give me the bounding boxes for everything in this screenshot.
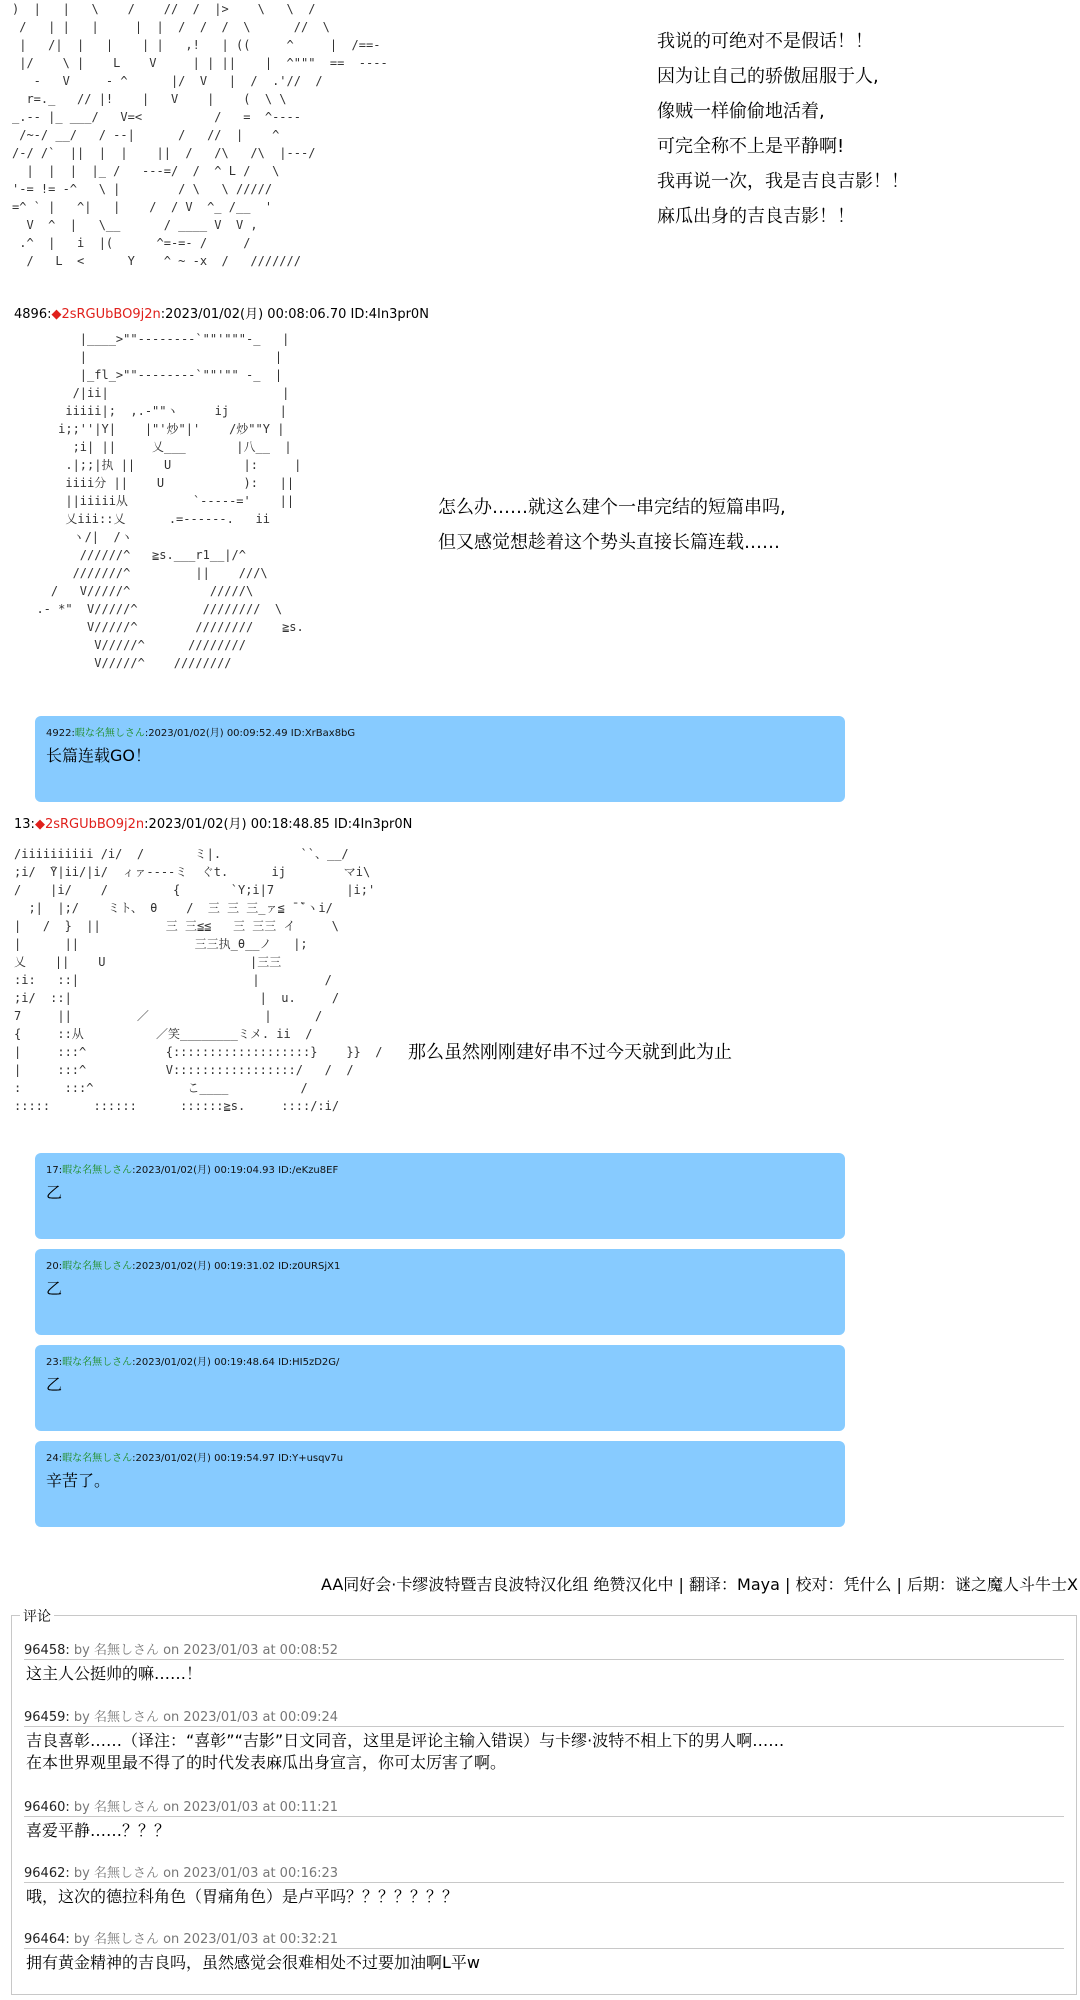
reply-body: 辛苦了。 bbox=[46, 1471, 111, 1490]
post-number: 4896 bbox=[14, 307, 48, 322]
comment-header bbox=[24, 1796, 1064, 1817]
comments-section bbox=[11, 1609, 1077, 1995]
reply-meta: :2023/01/02(月) 00:19:31.02 ID:z0URSjX1 bbox=[132, 1261, 341, 1272]
reply-body: 乙 bbox=[46, 1375, 63, 1394]
reply-bubble bbox=[35, 716, 845, 802]
reply-meta: :2023/01/02(月) 00:19:04.93 ID:/eKzu8EF bbox=[132, 1165, 339, 1176]
reply-meta: :2023/01/02(月) 00:09:52.49 ID:XrBax8bG bbox=[144, 728, 356, 739]
reply-number: 23 bbox=[46, 1357, 59, 1368]
reply-bubble bbox=[35, 1345, 845, 1431]
comment-id[interactable]: 96464: bbox=[24, 1932, 70, 1947]
comment-id[interactable]: 96462: bbox=[24, 1866, 70, 1881]
comment-item bbox=[24, 1706, 1064, 1774]
trip-diamond-icon: ◆ bbox=[51, 307, 62, 322]
reply-username: 暇な名無しさん bbox=[62, 1453, 133, 1464]
comment-meta: by 名無しさん on 2023/01/03 at 00:08:52 bbox=[73, 1643, 339, 1658]
reply-body: 长篇连载GO！ bbox=[46, 746, 151, 765]
comment-header bbox=[24, 1706, 1064, 1727]
reply-username: 暇な名無しさん bbox=[62, 1165, 133, 1176]
reply-meta: :2023/01/02(月) 00:19:54.97 ID:Y+usqv7u bbox=[132, 1453, 344, 1464]
post-header: 13:◆2sRGUbBO9j2n:2023/01/02(月) 00:18:48.85 ID:4In3pr0N bbox=[14, 817, 413, 832]
dialogue-line: 因为让自己的骄傲屈服于人, bbox=[657, 66, 879, 87]
reply-header: 20:暇な名無しさん:2023/01/02(月) 00:19:31.02 ID:z0URSjX1 bbox=[46, 1261, 341, 1272]
dialogue-line: 我再说一次，我是吉良吉影！！ bbox=[657, 171, 909, 192]
reply-body: 乙 bbox=[46, 1183, 63, 1202]
reply-number: 24 bbox=[46, 1453, 59, 1464]
comment-body bbox=[24, 1949, 1064, 1974]
comment-meta: by 名無しさん on 2023/01/03 at 00:32:21 bbox=[73, 1932, 339, 1947]
comment-line: 喜爱平静……？？？ bbox=[26, 1821, 171, 1840]
comment-line: 在本世界观里最不得了的时代发表麻瓜出身宣言，你可太厉害了啊。 bbox=[26, 1753, 507, 1772]
comment-id[interactable]: 96458: bbox=[24, 1643, 70, 1658]
comment-meta: by 名無しさん on 2023/01/03 at 00:16:23 bbox=[73, 1866, 339, 1881]
dialogue-panel-2 bbox=[438, 490, 786, 560]
comment-line: 这主人公挺帅的嘛……！ bbox=[26, 1664, 203, 1683]
post-trip[interactable]: 2sRGUbBO9j2n bbox=[44, 817, 145, 832]
comment-item bbox=[24, 1639, 1064, 1685]
comment-item bbox=[24, 1862, 1064, 1908]
reply-bubble bbox=[35, 1441, 845, 1527]
reply-header: 23:暇な名無しさん:2023/01/02(月) 00:19:48.64 ID:HI5zD2G/ bbox=[46, 1357, 340, 1368]
reply-username: 暇な名無しさん bbox=[62, 1261, 133, 1272]
comment-line: 吉良喜彰……（译注：“喜彰”“吉影”日文同音，这里是评论主输入错误）与卡缪·波特不相上下的男人啊…… bbox=[26, 1731, 785, 1750]
comment-line: 拥有黄金精神的吉良吗，虽然感觉会很难相处不过要加油啊L平w bbox=[26, 1953, 481, 1972]
reply-number: 17 bbox=[46, 1165, 59, 1176]
comments-title: 评论 bbox=[20, 1606, 54, 1626]
reply-bubble bbox=[35, 1249, 845, 1335]
post-number: 13 bbox=[14, 817, 31, 832]
reply-header: 17:暇な名無しさん:2023/01/02(月) 00:19:04.93 ID:/eKzu8EF bbox=[46, 1165, 339, 1176]
post-header: 4896:◆2sRGUbBO9j2n:2023/01/02(月) 00:08:06.70 ID:4In3pr0N bbox=[14, 307, 429, 322]
comment-body bbox=[24, 1660, 1064, 1685]
reply-username: 暇な名無しさん bbox=[62, 1357, 133, 1368]
comment-header bbox=[24, 1928, 1064, 1949]
comment-body bbox=[24, 1817, 1064, 1842]
dialogue-line: 可完全称不上是平静啊! bbox=[657, 136, 845, 157]
ascii-art-panel-2: |____>""--------`""'"""-_ | | | |_fl_>""--------`""'"" -_ | /|ii| | iiiii|; ,.-""ヽ ij | i;;''|Y| |"'炒"|' /炒""Y | ;i| || 乂___ |八__ | .|;;|执 || U |: | iiii分 || U ): || ||iiiii从 `-----=' || 乂iii::乂 .=------. ii ヽ/| /ヽ //////^ ≧s.___r1__|/^ ///////^ || ///\ / V/////^ /////\ .- *" V/////^ //////// \ V/////^ //////// ≧s. V/////^ //////// V/////^ //////// bbox=[36, 332, 304, 670]
dialogue-line: 麻瓜出身的吉良吉影！！ bbox=[657, 206, 855, 227]
dialogue-line: 那么虽然刚刚建好串不过今天就到此为止 bbox=[408, 1042, 732, 1063]
post-trip[interactable]: 2sRGUbBO9j2n bbox=[61, 307, 161, 322]
reply-body: 乙 bbox=[46, 1279, 63, 1298]
comment-header bbox=[24, 1862, 1064, 1883]
reply-meta: :2023/01/02(月) 00:19:48.64 ID:HI5zD2G/ bbox=[132, 1357, 340, 1368]
ascii-art-panel-3: /iiiiiiiiii /i/ / ミ|. ``、__/ ;i/ ̄Y|ii/|i/ ィァ----ミ ぐt. ij マi\ / |i/ / { `Y;i|7 |i;' ;| |;/ ミト、 θ / 三 三 三_ァ≦ ̄ ̄`ヽi/ | / } || 三 三≦≦ 三 三三 イ \ | || 三三执_θ__ノ |; 乂 || U |三三 :i: ::| | / ;i/ ::| | u. / 7 || ／ | / { ::从 ／笑________ミメ. ii / | :::^ {:::::::::::::::::::} }} / | :::^ V:::::::::::::::::/ / / : :::^ こ____ / ::::: :::::: ::::::≧s. ::::/:i/ bbox=[14, 847, 383, 1113]
comment-meta: by 名無しさん on 2023/01/03 at 00:11:21 bbox=[73, 1800, 339, 1815]
comment-body bbox=[24, 1883, 1064, 1908]
comment-line: 哦，这次的德拉科角色（胃痛角色）是卢平吗？？？？？？？ bbox=[26, 1887, 459, 1906]
post-meta: :2023/01/02(月) 00:08:06.70 ID:4In3pr0N bbox=[160, 307, 429, 322]
dialogue-line: 怎么办……就这么建个一串完结的短篇串吗, bbox=[438, 497, 786, 518]
dialogue-panel-3 bbox=[408, 1035, 732, 1070]
reply-username: 暇な名無しさん bbox=[74, 728, 145, 739]
comment-body bbox=[24, 1727, 1064, 1774]
dialogue-line: 我说的可绝对不是假话！！ bbox=[657, 31, 873, 52]
comment-id[interactable]: 96460: bbox=[24, 1800, 70, 1815]
reply-bubble bbox=[35, 1153, 845, 1239]
comment-item bbox=[24, 1928, 1064, 1974]
ascii-art-panel-1: ) | | \ / // / |> \ \ / / | | | | | / / / \ // \ | /| | | | | ,! | (( ^ | /==- |/ \ | L V | | || | ^""" == ---- - V - ^ |/ V | / .'// / r=._ // |! | V | ( \ \ _.-- |_ ___/ V=< / = ^---- /~-/ __/ / --| / // | ^ /-/ /` || | | || / /\ /\ |---/ | | | |_ / ---=/ / ^ L / \ '-= != -^ \ | / \ \ ///// =^ ` | ^| | / / V ^_ /__ ' V ^ | \__ / ____ V V , .^ | i |( ^=-=- / / / L < Y ^ ~ -x / /////// bbox=[12, 2, 388, 268]
reply-header: 4922:暇な名無しさん:2023/01/02(月) 00:09:52.49 ID:XrBax8bG bbox=[46, 728, 356, 739]
post-meta: :2023/01/02(月) 00:18:48.85 ID:4In3pr0N bbox=[144, 817, 413, 832]
comment-meta: by 名無しさん on 2023/01/03 at 00:09:24 bbox=[73, 1710, 339, 1725]
dialogue-line: 像贼一样偷偷地活着, bbox=[657, 101, 825, 122]
dialogue-line: 但又感觉想趁着这个势头直接长篇连载…… bbox=[438, 532, 780, 553]
reply-header: 24:暇な名無しさん:2023/01/02(月) 00:19:54.97 ID:Y+usqv7u bbox=[46, 1453, 344, 1464]
trip-diamond-icon: ◆ bbox=[34, 817, 45, 832]
comment-item bbox=[24, 1796, 1064, 1842]
comment-header bbox=[24, 1639, 1064, 1660]
comment-id[interactable]: 96459: bbox=[24, 1710, 70, 1725]
translation-credits: AA同好会·卡缪波特暨吉良波特汉化组 绝赞汉化中 | 翻译：Maya | 校对：凭什么 | 后期：谜之魔人斗牛士X bbox=[320, 1575, 1078, 1594]
reply-number: 4922 bbox=[46, 728, 72, 739]
dialogue-panel-1 bbox=[657, 24, 909, 234]
reply-number: 20 bbox=[46, 1261, 59, 1272]
